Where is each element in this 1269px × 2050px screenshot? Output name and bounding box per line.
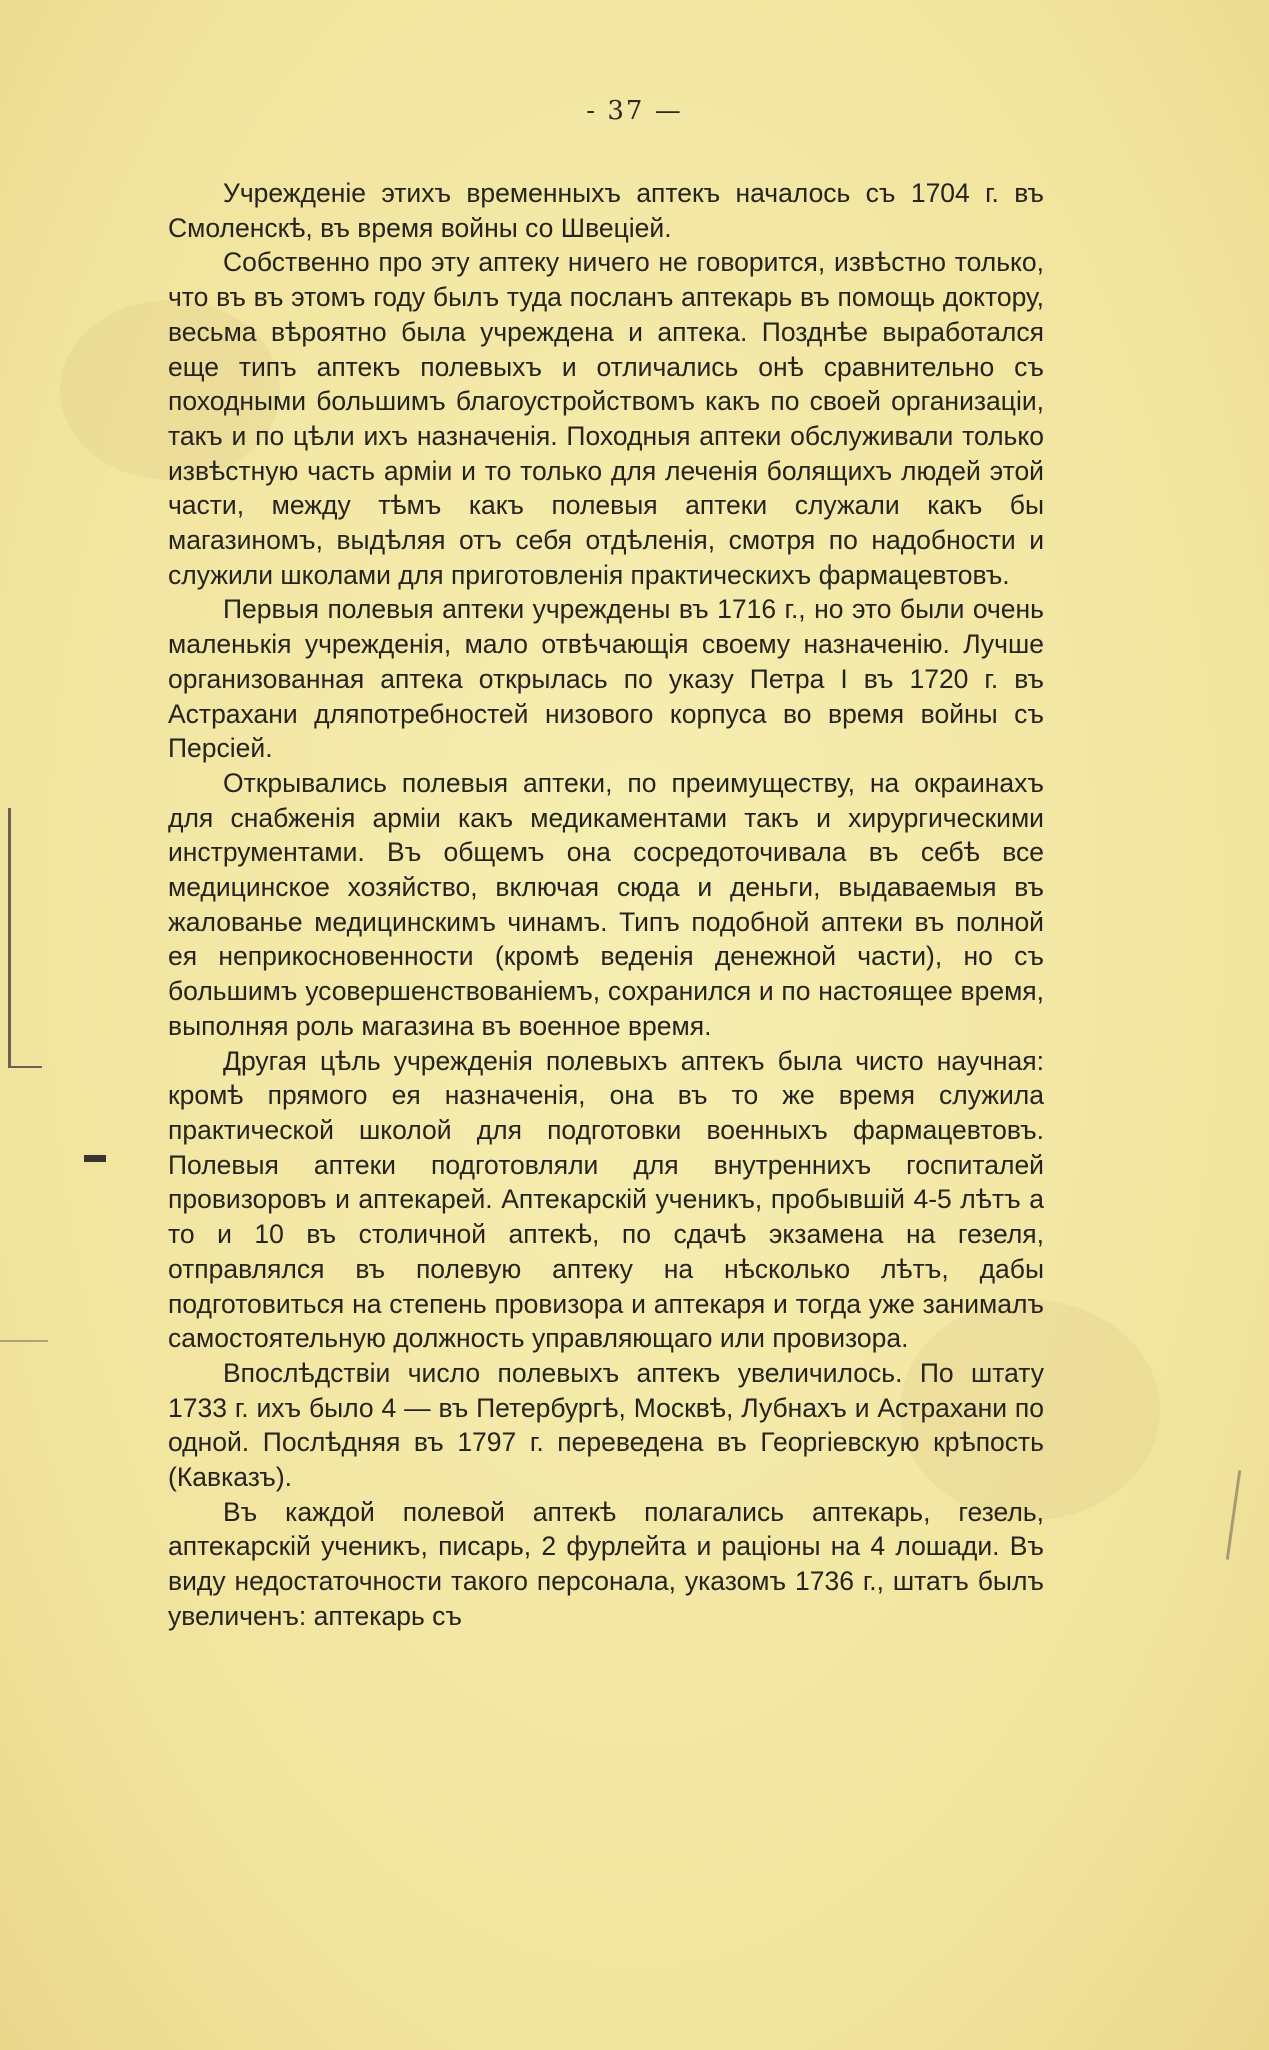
paragraph: Первыя полевыя аптеки учреждены въ 1716 г., но это были очень маленькія учрежденія, мало отвѣчающія своему назначенію. Лучше организованная аптека открылась по указу Петра I въ 1720 г. въ Астрахани дляпотребностей низового корпуса во время войны съ Персіей.	[168, 594, 1044, 764]
margin-mark	[8, 1066, 42, 1068]
paragraph: Впослѣдствіи число полевыхъ аптекъ увеличилось. По штату 1733 г. ихъ было 4 — въ Петербургѣ, Москвѣ, Лубнахъ и Астрахани по одной. Послѣдняя въ 1797 г. переведена въ Георгіевскую крѣпость (Кавказъ).	[168, 1357, 1044, 1493]
paragraph: Другая цѣль учрежденія полевыхъ аптекъ была чисто научная: кромѣ прямого ея назначенія, она въ то же время служила практической школой для подготовки военныхъ фармацевтовъ. Полевыя аптеки подготовляли для внутреннихъ госпиталей провизоровъ и аптекарей. Аптекарскій ученикъ, пробывшій 4-5 лѣтъ а то и 10 въ столичной аптекѣ, по сдачѣ экзамена на гезеля, отправлялся въ полевую аптеку на нѣсколько лѣтъ, дабы подготовиться на степень провизора и аптекаря и тогда уже занималъ самостоятельную должность управляющаго или провизора.	[168, 1045, 1044, 1354]
margin-mark	[8, 808, 11, 1068]
paragraph: Собственно про эту аптеку ничего не говорится, извѣстно только, что въ въ этомъ году былъ туда посланъ аптекарь въ помощь доктору, весьма вѣроятно была учреждена и аптека. Позднѣе выработался еще типъ аптекъ полевыхъ и отличались онѣ сравнительно съ походными большимъ благоустройствомъ какъ по своей организаціи, такъ и по цѣли ихъ назначенія. Походныя аптеки обслуживали только извѣстную часть арміи и то только для леченія болящихъ людей этой части, между тѣмъ какъ полевыя аптеки служали какъ бы магазиномъ, выдѣляя отъ себя отдѣленія, смотря по надобности и служили школами для приготовленія практическихъ фармацевтовъ.	[168, 247, 1044, 590]
margin-mark	[1226, 1470, 1241, 1560]
margin-mark	[84, 1155, 106, 1162]
paragraph: Открывались полевыя аптеки, по преимуществу, на окраинахъ для снабженія арміи какъ медикаментами такъ и хирургическими инструментами. Въ общемъ она сосредоточивала въ себѣ все медицинское хозяйство, включая сюда и деньги, выдаваемыя въ жалованье медицинскимъ чинамъ. Типъ подобной аптеки въ полной ея неприкосновенности (кромѣ веденія денежной части), но съ большимъ усовершенствованіемъ, сохранился и по настоящее время, выполняя роль магазина въ военное время.	[168, 767, 1044, 1041]
page-number: - 37 —	[586, 96, 683, 126]
margin-mark	[0, 1340, 48, 1342]
body-text	[168, 176, 1044, 1634]
paragraph: Учрежденіе этихъ временныхъ аптекъ началось съ 1704 г. въ Смоленскѣ, въ время войны со Швеціей.	[168, 178, 1044, 243]
paragraph: Въ каждой полевой аптекѣ полагались аптекарь, гезель, аптекарскій ученикъ, писарь, 2 фурлейта и раціоны на 4 лошади. Въ виду недостаточности такого персонала, указомъ 1736 г., штатъ былъ увеличенъ: аптекарь съ	[168, 1496, 1044, 1631]
